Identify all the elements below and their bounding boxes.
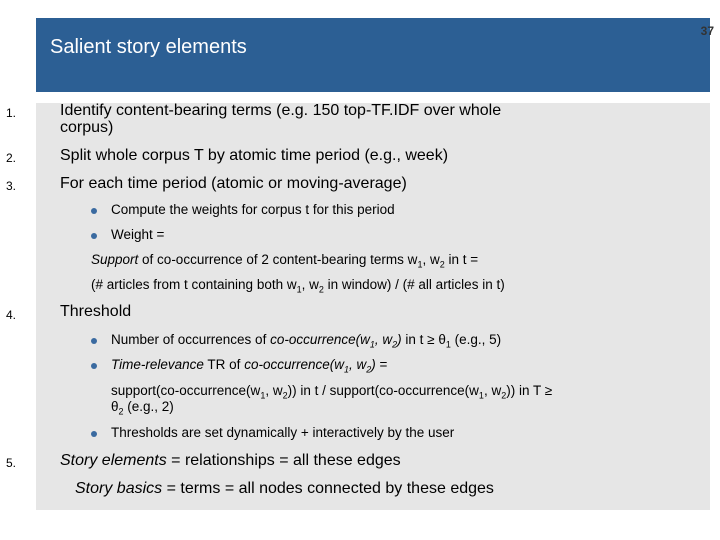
text: )	[371, 357, 376, 372]
text: Number of occurrences of	[111, 332, 271, 347]
bullet-compute-weights: Compute the weights for corpus t for this period	[111, 202, 395, 217]
bullet-weight: Weight =	[111, 227, 165, 242]
comma-w: , w	[301, 277, 319, 292]
item-number-1: 1.	[6, 106, 17, 120]
content-panel	[36, 103, 710, 510]
text: (e.g., 5)	[450, 332, 502, 347]
text: support(co-occurrence(w	[111, 383, 261, 398]
story-basics-term: Story basics	[75, 480, 163, 497]
text: )) in T ≥	[506, 383, 553, 398]
item-4-text: Threshold	[60, 303, 132, 320]
support-formula	[91, 277, 505, 293]
bullet-thresholds-dynamic: Thresholds are set dynamically + interactively by the user	[111, 425, 455, 440]
item-5-text	[60, 452, 401, 469]
text: , w	[374, 332, 393, 347]
subscript: 2	[366, 364, 372, 375]
cooccurrence-term	[244, 357, 376, 375]
title-bar	[36, 18, 710, 92]
subscript: 1	[343, 364, 349, 375]
item-5-story-basics	[75, 480, 494, 497]
comma-w: , w	[422, 252, 440, 267]
text: = terms = all nodes connected by these edges	[162, 480, 494, 497]
theta-symbol: θ	[111, 399, 119, 414]
text: in t ≥ θ	[401, 332, 446, 347]
text: , w	[483, 383, 502, 398]
bullet-dot	[91, 363, 97, 369]
subscript: 2	[501, 390, 507, 401]
support-text-end: in t =	[444, 252, 479, 267]
bullet-dot	[91, 233, 97, 239]
text: (e.g., 2)	[123, 399, 174, 414]
support-definition	[91, 252, 478, 268]
subscript: 1	[296, 284, 302, 295]
subscript: 1	[445, 339, 451, 350]
bullet-dot	[91, 208, 97, 214]
subscript: 2	[282, 390, 288, 401]
slide-title: Salient story elements	[50, 36, 247, 58]
subscript: 1	[417, 259, 423, 270]
bullet-time-relevance	[111, 357, 387, 373]
subscript: 1	[369, 339, 375, 350]
formula-text: (# articles from t containing both w	[91, 277, 297, 292]
item-number-4: 4.	[6, 308, 17, 322]
time-relevance-term: Time-relevance	[111, 357, 204, 372]
item-1-line-2: corpus)	[60, 119, 114, 136]
subscript: 1	[478, 390, 484, 401]
item-number-2: 2.	[6, 151, 17, 165]
cooccurrence-term	[270, 332, 402, 350]
text: co-occurrence(w	[244, 357, 344, 372]
subscript: 1	[260, 390, 266, 401]
text: co-occurrence(w	[270, 332, 370, 347]
bullet-dot	[91, 431, 97, 437]
text: = relationships = all these edges	[166, 452, 401, 469]
subscript: 2	[439, 259, 445, 270]
text: TR of	[203, 357, 245, 372]
support-text: of co-occurrence of 2 content-bearing terms w	[138, 252, 418, 267]
support-term: Support	[91, 252, 139, 267]
subscript: 2	[118, 406, 124, 417]
item-number-5: 5.	[6, 456, 17, 470]
bullet-number-occurrences	[111, 332, 501, 348]
text: )	[397, 332, 402, 347]
item-3-text: For each time period (atomic or moving-average)	[60, 175, 407, 192]
text: =	[375, 357, 388, 372]
text: , w	[348, 357, 367, 372]
formula-text-end: in window) / (# all articles in t)	[323, 277, 505, 292]
page-number: 37	[700, 24, 714, 38]
bullet-dot	[91, 338, 97, 344]
time-relevance-formula	[111, 383, 552, 399]
item-number-3: 3.	[6, 179, 17, 193]
item-2-text: Split whole corpus T by atomic time period (e.g., week)	[60, 147, 449, 164]
story-elements-term: Story elements	[60, 452, 167, 469]
text: , w	[265, 383, 283, 398]
item-1-line-1: Identify content-bearing terms (e.g. 150 top-TF.IDF over whole	[60, 102, 502, 119]
time-relevance-threshold	[111, 399, 174, 415]
text: )) in t / support(co-occurrence(w	[287, 383, 479, 398]
subscript: 2	[318, 284, 324, 295]
subscript: 2	[392, 339, 398, 350]
